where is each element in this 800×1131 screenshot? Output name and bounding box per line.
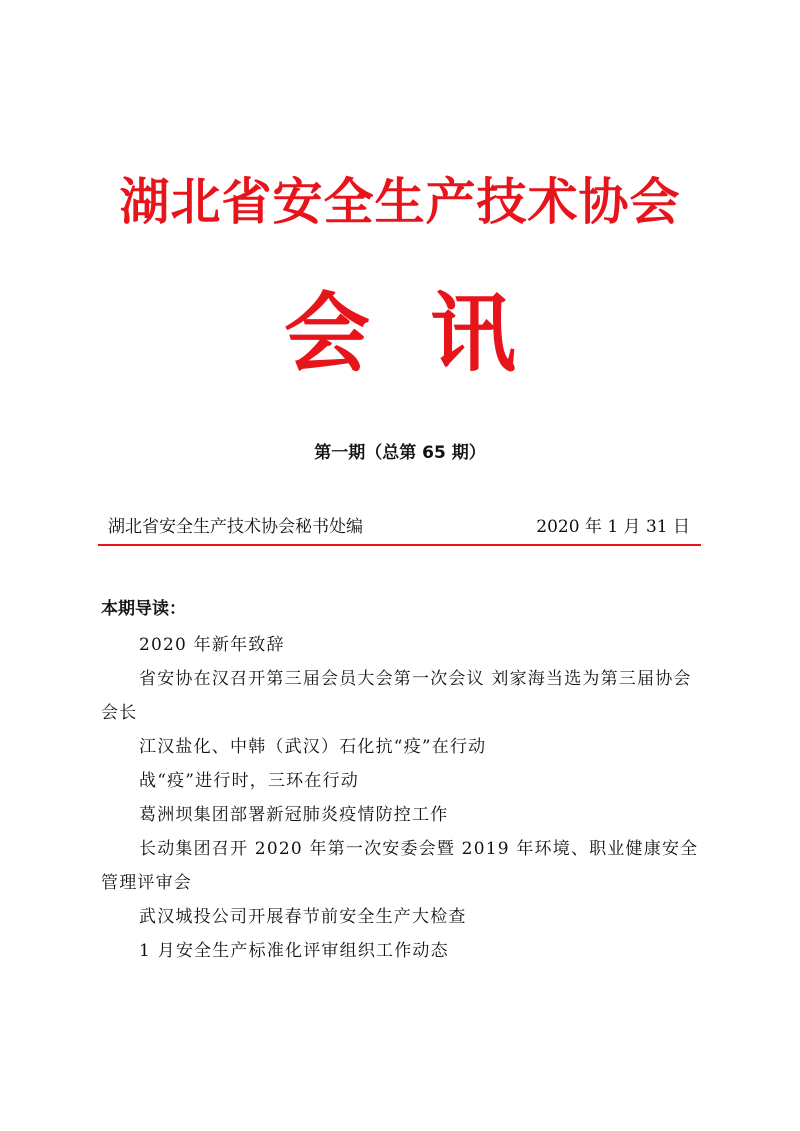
toc-item: 葛洲坝集团部署新冠肺炎疫情防控工作 [139,805,449,825]
red-divider-line [98,544,701,546]
toc-item: 战“疫”进行时，三环在行动 [139,771,359,791]
editor-line [108,514,690,540]
toc-list [101,628,705,968]
toc-item: 长动集团召开 2020 年第一次安委会暨 2019 年环境、职业健康安全管理评审会 [101,839,699,893]
organization-title: 湖北省安全生产技术协会 [119,172,681,231]
toc-item: 2020 年新年致辞 [139,635,285,655]
toc-heading: 本期导读： [101,599,186,619]
toc-item: 武汉城投公司开展春节前安全生产大检查 [139,907,467,927]
toc-item: 江汉盐化、中韩（武汉）石化抗“疫”在行动 [139,737,487,757]
editor-name: 湖北省安全生产技术协会秘书处编 [108,517,363,537]
newsletter-title: 会讯 [284,283,576,384]
toc-item: 1 月安全生产标准化评审组织工作动态 [139,941,449,961]
issue-number: 第一期（总第 65 期） [314,443,486,463]
publication-date: 2020 年 1 月 31 日 [536,517,690,537]
toc-item: 省安协在汉召开第三届会员大会第一次会议 刘家海当选为第三届协会会长 [101,669,692,723]
